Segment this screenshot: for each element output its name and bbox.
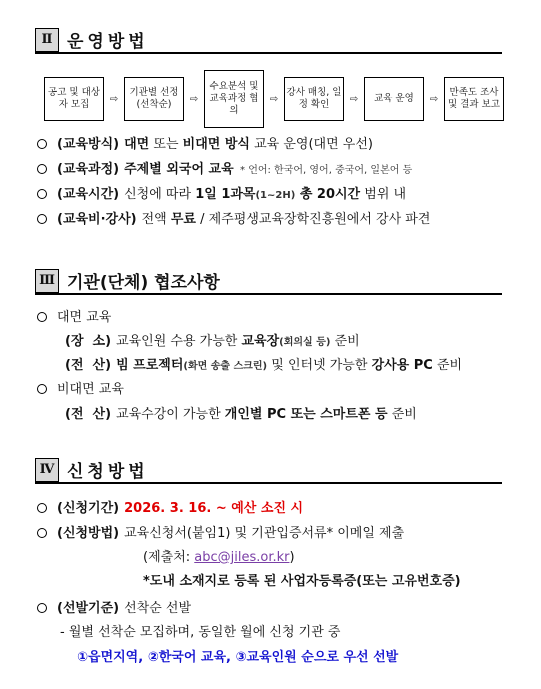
- item-label: (교육시간): [57, 187, 120, 202]
- period-item: [37, 497, 303, 516]
- item-text: [142, 208, 431, 227]
- text-fragment: 빔 프로젝터: [116, 358, 184, 373]
- method-list-item: [37, 183, 406, 202]
- method-list-item: [37, 208, 430, 227]
- section-3-number: Ⅲ: [35, 269, 59, 293]
- circle-bullet-icon: [37, 189, 47, 199]
- remote-equip-label: (전 산): [65, 407, 112, 422]
- text-fragment: 또는: [149, 137, 183, 152]
- section-4-number: Ⅳ: [35, 458, 59, 482]
- section-3-divider: [35, 293, 502, 295]
- method-value: 교육신청서(붙임1) 및 기관입증서류* 이메일 제출: [124, 526, 405, 541]
- arrow-right-icon: ⇨: [109, 93, 119, 105]
- priority-text: ①읍면지역, ②한국어 교육, ③교육인원 순으로 우선 선발: [77, 650, 399, 665]
- text-fragment: 교육 운영(대면 우선): [249, 137, 373, 152]
- note-text: *도내 소재지로 등록 된 사업자등록증(또는 고유번호증): [143, 574, 461, 589]
- remote-label: 비대면 교육: [57, 382, 124, 397]
- circle-bullet-icon: [37, 312, 47, 322]
- period-label: (신청기간): [57, 501, 120, 516]
- section-4-divider: [35, 482, 502, 484]
- arrow-right-icon: ⇨: [189, 93, 199, 105]
- text-fragment: 범위 내: [360, 187, 407, 202]
- flow-step-1: 공고 및 대상자 모집: [44, 77, 104, 121]
- remote-item: [37, 378, 124, 397]
- text-fragment: 대면: [124, 137, 150, 152]
- text-fragment: 신청에 따라: [124, 187, 196, 202]
- text-fragment: 무료: [170, 212, 196, 227]
- priority-row: [77, 646, 398, 665]
- remote-equip-text: [116, 403, 417, 422]
- section-3-header: [35, 268, 220, 293]
- circle-bullet-icon: [37, 603, 47, 613]
- face-place-row: [65, 330, 360, 349]
- method-list-item: [37, 133, 373, 152]
- circle-bullet-icon: [37, 528, 47, 538]
- section-2-header: [35, 27, 149, 52]
- text-fragment: 준비: [432, 358, 463, 373]
- text-fragment: * 언어: 한국어, 영어, 중국어, 일본어 등: [233, 165, 413, 176]
- item-text: [124, 158, 412, 177]
- method-item: [37, 522, 404, 541]
- item-label: (교육비·강사): [57, 212, 137, 227]
- face-to-face-label: 대면 교육: [57, 310, 112, 325]
- text-fragment: 전액: [141, 212, 171, 227]
- section-2-divider: [35, 52, 502, 54]
- section-3-title: 기관(단체) 협조사항: [67, 273, 220, 293]
- text-fragment: 교육장: [241, 334, 280, 349]
- arrow-right-icon: ⇨: [349, 93, 359, 105]
- circle-bullet-icon: [37, 503, 47, 513]
- text-fragment: 비대면 방식: [182, 137, 250, 152]
- note-row: [143, 570, 461, 589]
- face-equip-row: [65, 354, 462, 373]
- flow-step-6: 만족도 조사 및 결과 보고: [444, 77, 504, 121]
- select-detail-row: [60, 621, 340, 640]
- section-2-title: 운영방법: [67, 32, 149, 52]
- text-fragment: 교육수강이 가능한: [116, 407, 225, 422]
- text-fragment: 주제별 외국어 교육: [124, 162, 234, 177]
- remote-equip-row: [65, 403, 417, 422]
- equip-label: (전 산): [65, 358, 112, 373]
- method-list-item: [37, 158, 412, 177]
- circle-bullet-icon: [37, 214, 47, 224]
- text-fragment: 총 20시간: [295, 187, 361, 202]
- submit-email-link[interactable]: abc@jiles.or.kr: [194, 550, 290, 565]
- arrow-right-icon: ⇨: [429, 93, 439, 105]
- circle-bullet-icon: [37, 384, 47, 394]
- submit-prefix: (제출처:: [143, 550, 195, 565]
- select-label: (선발기준): [57, 601, 120, 616]
- text-fragment: 및 인터넷 가능한: [267, 358, 372, 373]
- submit-row: [143, 546, 295, 565]
- item-text: [124, 183, 406, 202]
- method-label: (신청방법): [57, 526, 120, 541]
- arrow-right-icon: ⇨: [269, 93, 279, 105]
- text-fragment: 1일 1과목: [195, 187, 256, 202]
- section-2-number: Ⅱ: [35, 28, 59, 52]
- face-to-face-item: [37, 306, 111, 325]
- equip-text: [116, 354, 462, 373]
- item-label: (교육방식): [57, 137, 120, 152]
- place-label: (장 소): [65, 334, 112, 349]
- item-label: (교육과정): [57, 162, 120, 177]
- circle-bullet-icon: [37, 164, 47, 174]
- text-fragment: 강사용 PC: [371, 358, 433, 373]
- flow-step-4: 강사 매칭, 일정 확인: [284, 77, 344, 121]
- circle-bullet-icon: [37, 139, 47, 149]
- section-4-title: 신청방법: [67, 462, 149, 482]
- text-fragment: 교육인원 수용 가능한: [116, 334, 242, 349]
- flow-step-5: 교육 운영: [364, 77, 424, 121]
- place-text: [116, 330, 360, 349]
- period-value: 2026. 3. 16. ~ 예산 소진 시: [124, 501, 304, 516]
- text-fragment: 준비: [387, 407, 417, 422]
- text-fragment: / 제주평생교육장학진흥원에서 강사 파견: [196, 212, 431, 227]
- item-text: [124, 133, 373, 152]
- select-detail: - 월별 선착순 모집하며, 동일한 월에 신청 기관 중: [60, 625, 341, 640]
- text-fragment: 준비: [330, 334, 360, 349]
- flow-step-2: 기관별 선정(선착순): [124, 77, 184, 121]
- text-fragment: (화면 송출 스크린): [183, 361, 268, 372]
- text-fragment: (1~2H): [255, 190, 296, 201]
- submit-suffix: ): [289, 550, 295, 565]
- select-item: [37, 597, 191, 616]
- flow-step-3: 수요분석 및 교육과정 협의: [204, 70, 264, 128]
- text-fragment: 개인별 PC 또는 스마트폰 등: [224, 407, 388, 422]
- process-flow: [44, 70, 504, 128]
- text-fragment: (회의실 등): [279, 337, 331, 348]
- section-4-header: [35, 457, 149, 482]
- select-value: 선착순 선발: [124, 601, 192, 616]
